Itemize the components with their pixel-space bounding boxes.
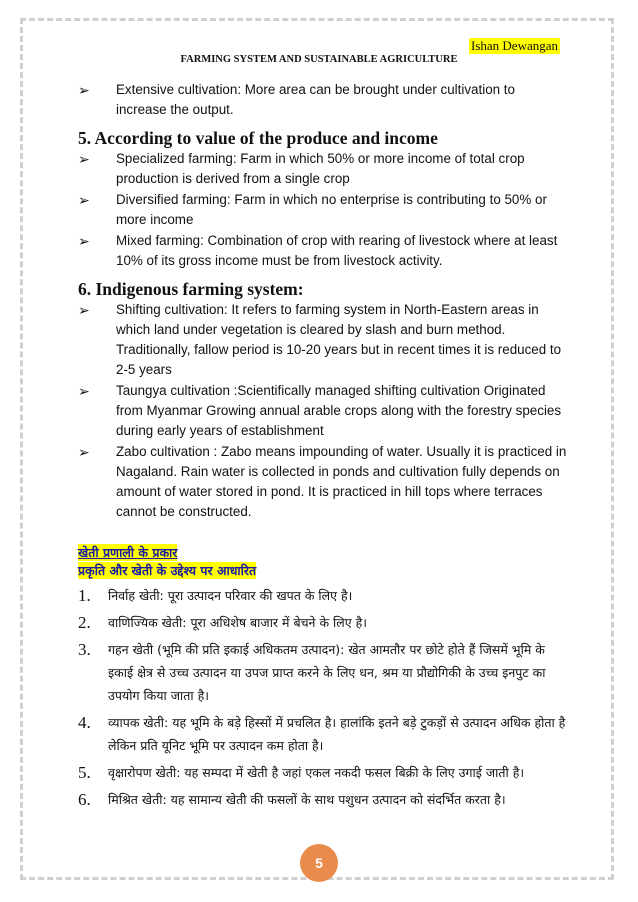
item-number: 5. bbox=[78, 763, 91, 782]
list-item bbox=[78, 442, 568, 522]
author-name: Ishan Dewangan bbox=[471, 38, 558, 53]
list-item bbox=[78, 381, 568, 441]
list-item-text: Diversified farming: Farm in which no enterprise is contributing to 50% or more income bbox=[116, 192, 547, 227]
list-item-text: Specialized farming: Farm in which 50% or more income of total crop production is derived from a single crop bbox=[116, 151, 525, 186]
section-heading-5: 5. According to value of the produce and income bbox=[78, 128, 438, 148]
arrow-bullet-icon: ➢ bbox=[78, 383, 90, 399]
numbered-item bbox=[78, 611, 568, 634]
arrow-bullet-icon: ➢ bbox=[78, 302, 90, 318]
list-item-text: Taungya cultivation :Scientifically managed shifting cultivation Originated from Myanmar Growing annual arable crops along with the forestry species during early years of establishment bbox=[116, 383, 562, 438]
numbered-item-text: निर्वाह खेती: पूरा उत्पादन परिवार की खपत के लिए है। bbox=[108, 588, 353, 603]
numbered-item-text: मिश्रित खेती: यह सामान्य खेती की फसलों के साथ पशुधन उत्पादन को संदर्भित करता है। bbox=[108, 792, 506, 807]
hindi-heading: खेती प्रणाली के प्रकार bbox=[78, 545, 178, 560]
page-number-badge: 5 bbox=[300, 844, 338, 882]
arrow-bullet-icon: ➢ bbox=[78, 151, 90, 167]
hindi-subheading: प्रकृति और खेती के उद्देश्य पर आधारित bbox=[78, 563, 257, 578]
item-number: 2. bbox=[78, 613, 91, 632]
arrow-bullet-icon: ➢ bbox=[78, 444, 90, 460]
item-number: 3. bbox=[78, 640, 91, 659]
list-item-text: Zabo cultivation : Zabo means impounding of water. Usually it is practiced in Nagaland. Rain water is collected in ponds and cultivation fully depends on amount of water stored in pond. It is practiced in hill tops where terraces cannot be constructed. bbox=[116, 444, 567, 519]
numbered-item-text: वृक्षारोपण खेती: यह सम्पदा में खेती है जहां एकल नकदी फसल बिक्री के लिए उगाई जाती है। bbox=[108, 765, 525, 780]
numbered-item-text: गहन खेती (भूमि की प्रति इकाई अधिकतम उत्पादन): खेत आमतौर पर छोटे होते हैं जिसमें भूमि के इकाई क्षेत्र से उच्च उत्पादन या उपज प्राप्त करने के लिए धन, श्रम या प्रौद्योगिकी के उच्च इनपुट का उपयोग किया जाता है। bbox=[108, 642, 546, 703]
section-heading-6: 6. Indigenous farming system: bbox=[78, 279, 304, 299]
arrow-bullet-icon: ➢ bbox=[78, 233, 90, 249]
numbered-item bbox=[78, 711, 568, 757]
list-item-text: Shifting cultivation: It refers to farming system in North-Eastern areas in which land under vegetation is cleared by slash and burn method. Traditionally, fallow period is 10-20 years but in recent times it is reduced to 2-5 years bbox=[116, 302, 562, 377]
item-number: 4. bbox=[78, 713, 91, 732]
numbered-item bbox=[78, 788, 568, 811]
list-item bbox=[78, 300, 568, 380]
item-number: 1. bbox=[78, 586, 91, 605]
list-item-text: Extensive cultivation: More area can be brought under cultivation to increase the output. bbox=[116, 82, 515, 117]
list-item bbox=[78, 231, 568, 271]
numbered-item-text: व्यापक खेती: यह भूमि के बड़े हिस्सों में प्रचलित है। हालांकि इतने बड़े टुकड़ों से उत्पादन अधिक होता है लेकिन प्रति यूनिट भूमि पर उत्पादन कम होता है। bbox=[108, 715, 566, 753]
numbered-item bbox=[78, 761, 568, 784]
list-item bbox=[78, 80, 568, 120]
numbered-item-text: वाणिज्यिक खेती: पूरा अधिशेष बाजार में बेचने के लिए है। bbox=[108, 615, 367, 630]
list-item-text: Mixed farming: Combination of crop with rearing of livestock where at least 10% of its gross income must be from livestock activity. bbox=[116, 233, 558, 268]
numbered-item bbox=[78, 584, 568, 607]
page-content bbox=[78, 80, 568, 811]
list-item bbox=[78, 190, 568, 230]
arrow-bullet-icon: ➢ bbox=[78, 192, 90, 208]
list-item bbox=[78, 149, 568, 189]
page-header: FARMING SYSTEM AND SUSTAINABLE AGRICULTURE bbox=[180, 54, 458, 65]
item-number: 6. bbox=[78, 790, 91, 809]
arrow-bullet-icon: ➢ bbox=[78, 82, 90, 98]
hindi-section bbox=[78, 544, 568, 811]
numbered-item bbox=[78, 638, 568, 707]
